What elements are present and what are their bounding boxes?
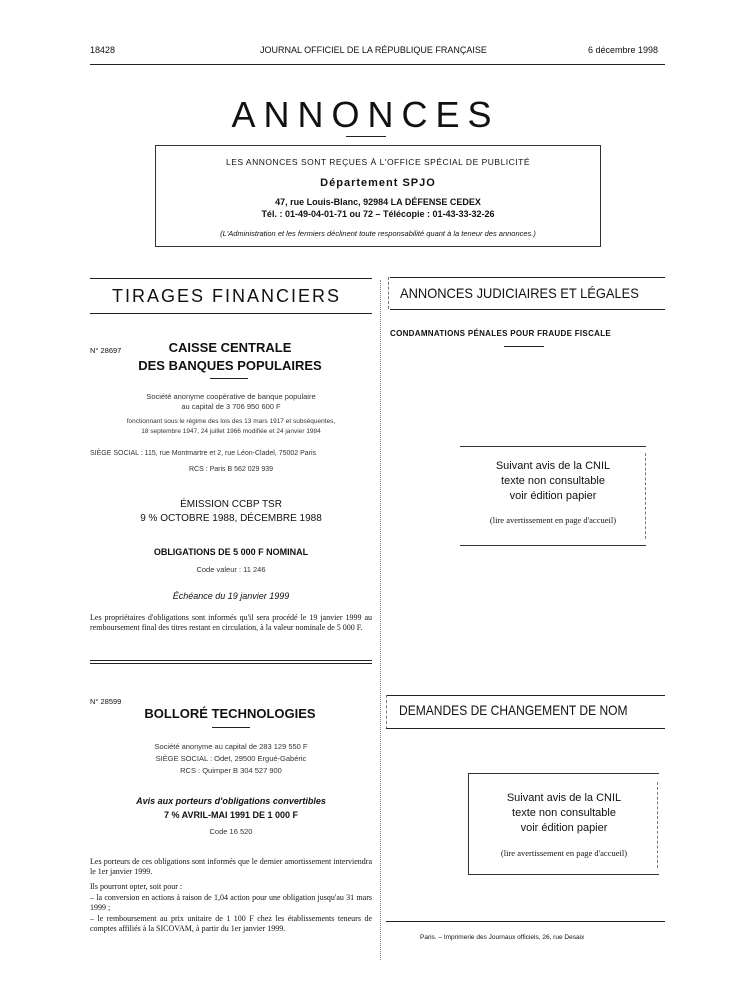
- code-2: Code 16 520: [209, 827, 253, 836]
- divider: [210, 378, 248, 379]
- page-number: 18428: [90, 45, 116, 55]
- header-rule: [90, 64, 665, 65]
- section-rule-bottom: [90, 313, 372, 314]
- bullet-2: – le remboursement au prix unitaire de 1 100 F chez les établissements teneurs de comptes affiliés à la SICOVAM, à partir du 1er janvier 1999.: [90, 914, 372, 933]
- subsection-title: CONDAMNATIONS PÉNALES POUR FRAUDE FISCALE: [390, 329, 612, 338]
- notice-title: Avis aux porteurs d'obligations convertibles: [136, 796, 326, 806]
- head-office: SIÈGE SOCIAL : 115, rue Montmartre et 2, rue Léon-Cladel, 75002 Paris: [90, 450, 317, 457]
- address: 47, rue Louis-Blanc, 92984 LA DÉFENSE CEDEX: [275, 197, 481, 207]
- company-name-bollore: BOLLORÉ TECHNOLOGIES: [144, 706, 316, 721]
- head-office-2: SIÈGE SOCIAL : Odet, 29500 Ergué-Gabéric: [155, 754, 307, 763]
- section-rule-top-right: [390, 277, 665, 278]
- cnil-line-2: texte non consultable: [512, 807, 616, 819]
- cnil-line-1: Suivant avis de la CNIL: [506, 792, 622, 804]
- section-title-tirages: TIRAGES FINANCIERS: [112, 286, 342, 306]
- maturity-date: Échéance du 19 janvier 1999: [172, 591, 290, 601]
- regime-line-2: 18 septembre 1947, 24 juillet 1966 modifiée et 24 janvier 1984: [141, 428, 321, 435]
- paragraph-1: Les porteurs de ces obligations sont informés que le dernier amortissement interviendra le 1er janvier 1999.: [90, 857, 372, 876]
- section-rule-top: [90, 278, 372, 279]
- section-title-changement-nom: DEMANDES DE CHANGEMENT DE NOM: [399, 702, 628, 718]
- company-name: CAISSE CENTRALE: [168, 340, 292, 355]
- page-title: ANNONCES: [231, 94, 500, 135]
- announcement-number-2: N° 28599: [90, 697, 122, 706]
- emission-rate: 9 % OCTOBRE 1988, DÉCEMBRE 1988: [140, 513, 322, 524]
- section-left-border: [388, 277, 389, 309]
- info-box: [155, 145, 601, 247]
- paragraph-2: Ils pourront opter, soit pour :: [90, 882, 183, 891]
- code-valeur: Code valeur : 11 246: [196, 565, 266, 574]
- department: Département SPJO: [320, 177, 436, 189]
- subsection-rule: [504, 346, 544, 347]
- emission-title: ÉMISSION CCBP TSR: [180, 499, 282, 510]
- column-separator: [380, 280, 381, 960]
- company-name-line2: DES BANQUES POPULAIRES: [138, 358, 322, 373]
- cnil-note: (lire avertissement en page d'accueil): [500, 848, 628, 858]
- company-description: Société anonyme coopérative de banque populaire: [146, 392, 316, 401]
- cnil-notice-box: [460, 446, 646, 546]
- divider-2: [212, 727, 250, 728]
- cnil-line-3: voir édition papier: [509, 490, 597, 502]
- cnil-note: (lire avertissement en page d'accueil): [489, 515, 617, 525]
- rcs: RCS : Paris B 562 029 939: [188, 466, 274, 473]
- footer-rule: [386, 921, 665, 922]
- cnil-line-1: Suivant avis de la CNIL: [495, 460, 611, 472]
- issue-date: 6 décembre 1998: [588, 45, 659, 55]
- cnil-line-2: texte non consultable: [501, 475, 605, 487]
- section-title-judiciaires: ANNONCES JUDICIAIRES ET LÉGALES: [400, 285, 639, 301]
- rcs-2: RCS : Quimper B 304 527 900: [180, 766, 282, 775]
- announcement-rule: [90, 660, 372, 661]
- company-description-2: Société anonyme au capital de 283 129 550 F: [154, 742, 308, 751]
- section2-rule-bottom: [386, 728, 665, 729]
- announcement-rule-2: [90, 663, 372, 664]
- bond-rate: 7 % AVRIL-MAI 1991 DE 1 000 F: [163, 810, 299, 820]
- section2-rule-top: [386, 695, 665, 696]
- announcement-body: Les propriétaires d'obligations sont informés qu'il sera procédé le 19 janvier 1999 au remboursement final des titres restant en circulation, à la valeur nominale de 5 000 F.: [90, 613, 372, 632]
- phone: Tél. : 01-49-04-01-71 ou 72 – Télécopie : 01-43-33-32-26: [261, 209, 495, 219]
- announcement-number: N° 28697: [90, 346, 122, 355]
- cnil-notice-box-2: [468, 773, 659, 875]
- section-rule-bottom-right: [390, 309, 665, 310]
- bullet-1: – la conversion en actions à raison de 1,04 action pour une obligation jusqu'au 31 mars 1999 ;: [90, 893, 372, 912]
- info-line: LES ANNONCES SONT REÇUES À L'OFFICE SPÉCIAL DE PUBLICITÉ: [225, 157, 531, 167]
- obligations-title: OBLIGATIONS DE 5 000 F NOMINAL: [153, 547, 309, 557]
- title-underline: [346, 136, 386, 137]
- company-capital: au capital de 3 706 950 600 F: [181, 402, 281, 411]
- disclaimer: (L'Administration et les fermiers déclinent toute responsabilité quant à la teneur des annonces.): [220, 229, 536, 238]
- printer-footer: Paris. – Imprimerie des Journaux officiels, 26, rue Desaix: [420, 934, 585, 941]
- journal-title: JOURNAL OFFICIEL DE LA RÉPUBLIQUE FRANÇAISE: [260, 45, 487, 55]
- cnil-line-3: voir édition papier: [520, 822, 608, 834]
- regime-line: fonctionnant sous le régime des lois des 13 mars 1917 et subséquentes,: [126, 418, 336, 425]
- section2-left-border: [386, 695, 387, 729]
